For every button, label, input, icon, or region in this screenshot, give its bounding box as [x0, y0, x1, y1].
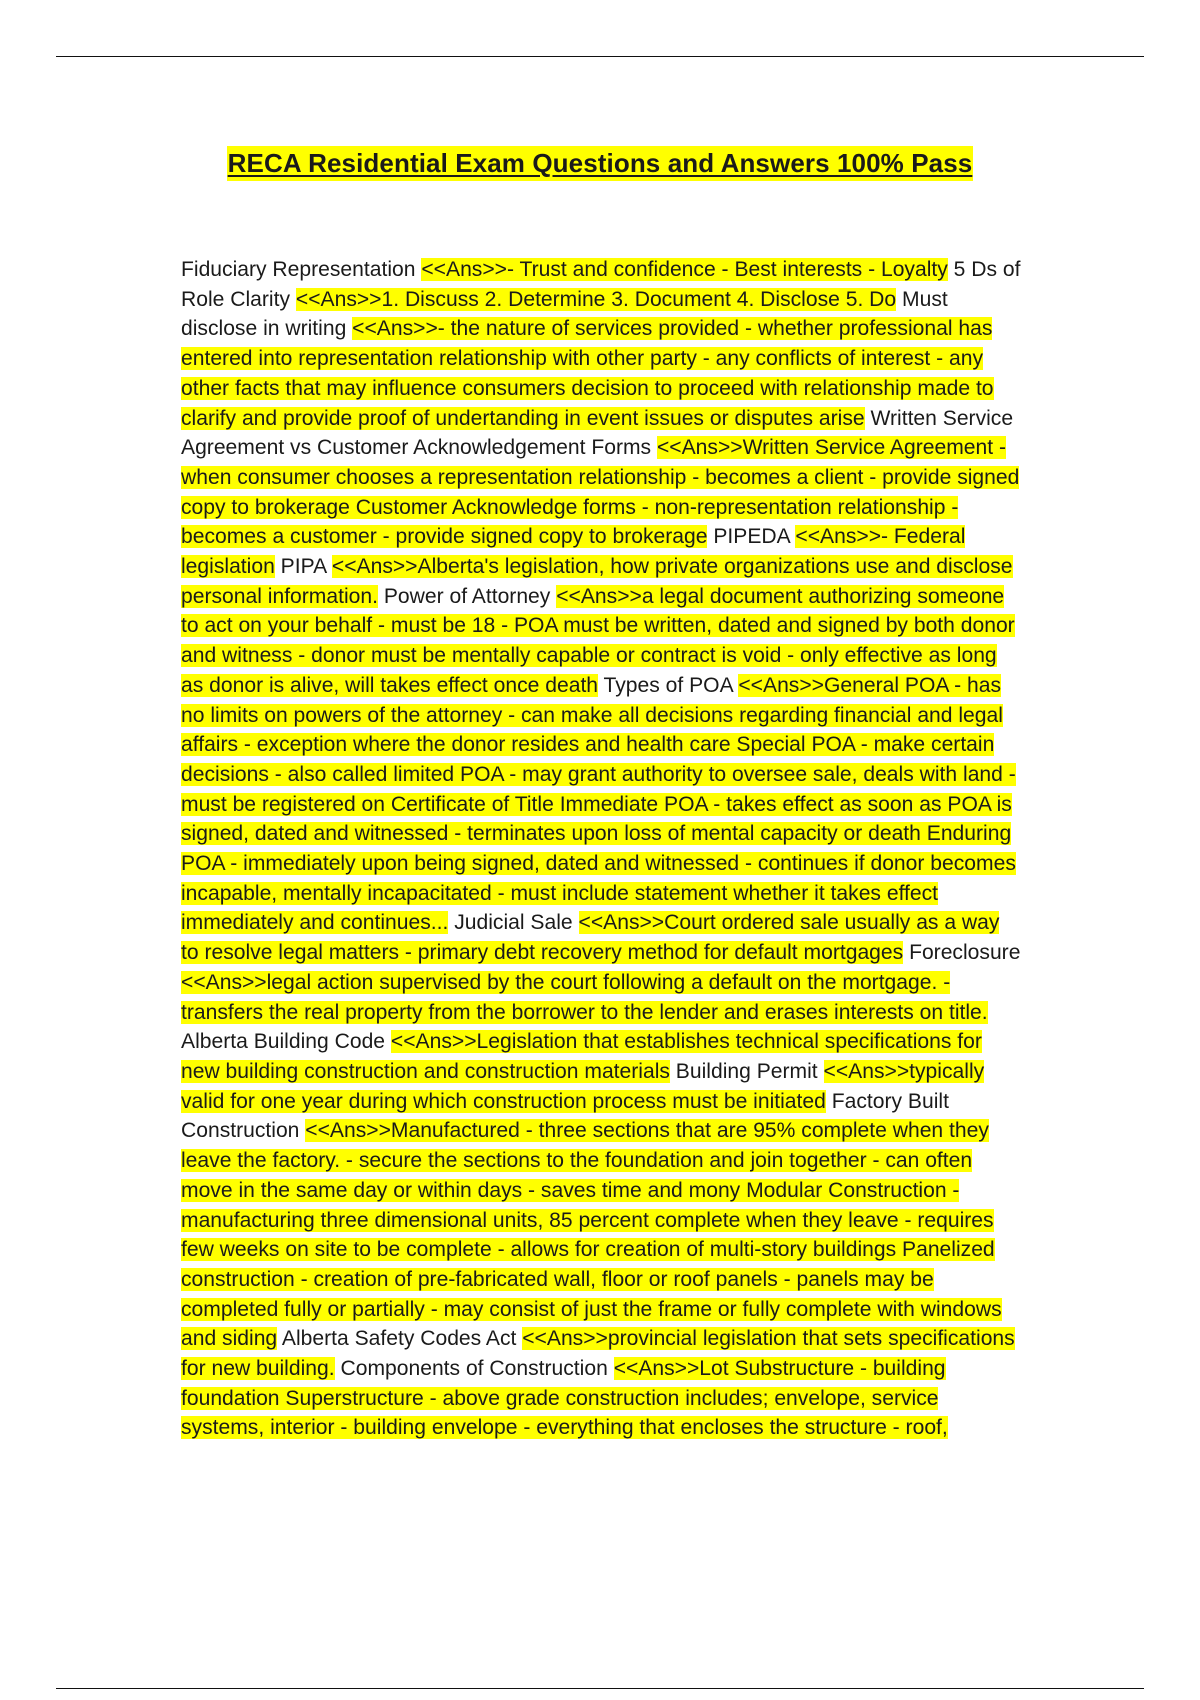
term-text: 5 Ds of Role Clarity	[181, 258, 1021, 311]
answer-text: <<Ans>>legal action supervised by the court following a default on the mortgage. -transfers the real property from the borrower to the lender and erases interests on title.	[181, 970, 988, 1024]
term-text: Judicial Sale	[448, 911, 579, 935]
term-text: Building Permit	[669, 1059, 824, 1083]
term-text: Types of POA	[598, 673, 739, 697]
answer-text: <<Ans>>- the nature of services provided - whether professional has entered into representation relationship with other party - any conflicts of interest - any other facts that may influence consumers decision to proceed with relationship made to clarify and provide proof of undertanding in event issues or disputes arise	[181, 317, 994, 430]
answer-text: <<Ans>>Court ordered sale usually as a way to resolve legal matters - primary debt recovery method for default mortgages	[181, 911, 1000, 965]
term-text: Written Service Agreement vs Customer Acknowledgement Forms	[181, 406, 1014, 460]
answer-text: <<Ans>>General POA - has no limits on powers of the attorney - can make all decisions regarding financial and legal affairs - exception where the donor resides and health care Special POA - make certain decisions - also called limited POA - may grant authority to oversee sale, deals with land - must be registered on Certificate of Title Immediate POA - takes effect as soon as POA is signed, dated and witnessed - terminates upon loss of mental capacity or death Enduring POA - immediately upon being signed, dated and witnessed - continues if donor becomes incapable, mentally incapacitated - must include statement whether it takes effect immediately and continues...	[181, 673, 1016, 935]
answer-text: <<Ans>>Legislation that establishes technical specifications for new building construction and construction materials	[181, 1030, 982, 1083]
term-text: Power of Attorney	[377, 584, 557, 608]
answer-text: <<Ans>>a legal document authorizing someone to act on your behalf - must be 18 - POA must be written, dated and signed by both donor and witness - donor must be mentally capable or contract is void - only effective as long as donor is alive, will takes effect once death	[181, 584, 1015, 697]
answer-text: <<Ans>>typically valid for one year during which construction process must be initiated	[181, 1059, 985, 1113]
document-body	[181, 255, 1021, 1443]
answer-text: <<Ans>>- Trust and confidence - Best interests - Loyalty	[421, 258, 948, 281]
term-text: PIPEDA	[707, 525, 796, 549]
term-text: Fiduciary Representation	[181, 258, 422, 281]
term-text: Factory Built Construction	[181, 1089, 949, 1143]
answer-text: <<Ans>>- Federal legislation	[181, 525, 966, 579]
title-container	[0, 146, 1200, 181]
term-text: Components of Construction	[334, 1357, 614, 1381]
answer-text: <<Ans>>Manufactured - three sections that are 95% complete when they leave the factory. - secure the sections to the foundation and join together - can often move in the same day or within days - saves time and mony Modular Construction - manufacturing three dimensional units, 85 percent complete when they leave - requires few weeks on site to be complete - allows for creation of multi-story buildings Panelized construction - creation of pre-fabricated wall, floor or roof panels - panels may be completed fully or partially - may consist of just the frame or fully complete with windows and siding	[181, 1119, 1002, 1351]
term-text: Must disclose in writing	[181, 287, 948, 341]
answer-text: <<Ans>>Alberta's legislation, how private organizations use and disclose personal information.	[181, 555, 1013, 608]
term-text: Alberta Safety Codes Act	[277, 1327, 523, 1351]
footer-rule	[56, 1688, 1144, 1689]
header-rule	[56, 56, 1144, 57]
answer-text: <<Ans>>Lot Substructure - building foundation Superstructure - above grade construction includes; envelope, service systems, interior - building envelope - everything that encloses the structure - roof,	[181, 1357, 948, 1440]
document-title: RECA Residential Exam Questions and Answers 100% Pass	[227, 146, 974, 181]
term-text: Alberta Building Code	[181, 1030, 391, 1054]
answer-text: <<Ans>>provincial legislation that sets specifications for new building.	[181, 1327, 1015, 1381]
term-text: Foreclosure	[903, 941, 1021, 965]
answer-text: <<Ans>>Written Service Agreement - when consumer chooses a representation relationship - becomes a client - provide signed copy to brokerage Customer Acknowledge forms - non-representation relationship - becomes a customer - provide signed copy to brokerage	[181, 436, 1020, 549]
answer-text: <<Ans>>1. Discuss 2. Determine 3. Document 4. Disclose 5. Do	[295, 287, 897, 311]
term-text: PIPA	[274, 555, 332, 579]
